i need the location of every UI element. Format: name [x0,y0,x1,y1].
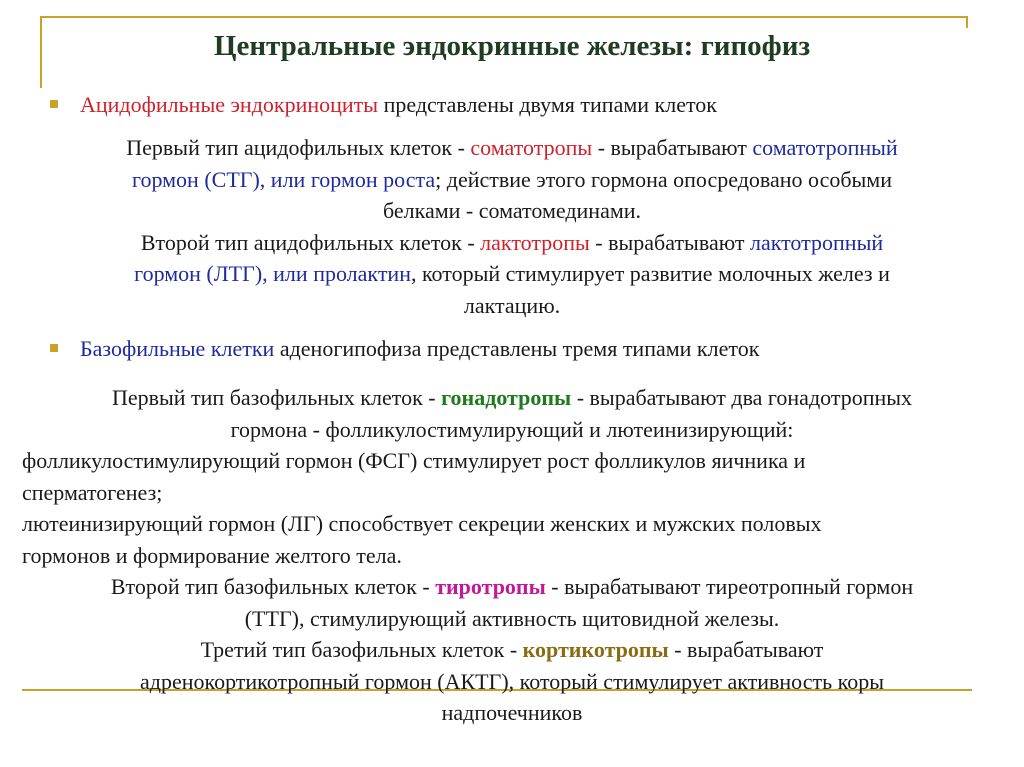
term-stg: гормон (СТГ), или гормон роста [131,166,436,192]
bullet-acidophilic [50,92,717,118]
acido-line-2: гормон (СТГ), или гормон роста; действие этого гормона опосредовано особыми [131,166,893,192]
term-lactotropic: лактотропный [749,229,884,255]
term-somatotropes: соматотропы [470,135,593,160]
baso-line-4: сперматогенез; [22,479,163,505]
term-somatotropic: соматотропный [752,135,898,160]
baso-line-3: фолликулостимулирующий гормон (ФСГ) стимулирует рост фолликулов яичника и [22,448,806,473]
term-gonadotropes: гонадотропы [441,385,572,410]
baso-line-11: надпочечников [441,700,583,725]
baso-line-1: Первый тип базофильных клеток - гонадотропы - вырабатывают два гонадотропных [111,385,913,410]
bullet-square-icon [50,100,58,108]
acido-line-1: Первый тип ацидофильных клеток - соматотропы - вырабатывают соматотропный [126,135,898,160]
bullet-basophilic-text: аденогипофиза представлены тремя типами клеток [274,336,760,361]
acido-line-4: Второй тип ацидофильных клеток - лактотропы - вырабатывают лактотропный [140,229,884,255]
basophilic-paragraph [22,382,1002,729]
baso-line-2: гормона - фолликулостимулирующий и лютеинизирующий: [230,416,794,442]
acido-line-3: белками - соматомединами. [382,198,642,223]
bullet-basophilic [50,336,759,362]
baso-line-6: гормонов и формирование желтого тела. [22,542,402,568]
term-basophilic: Базофильные клетки [80,336,275,361]
bullet-square-icon [50,344,58,352]
frame-top-line [40,16,968,18]
acido-line-5: гормон (ЛТГ), или пролактин, который стимулирует развитие молочных желез и [134,261,890,286]
bullet-acidophilic-text: представлены двумя типами клеток [378,92,717,117]
term-acidophilic: Ацидофильные эндокриноциты [80,92,379,117]
acidophilic-paragraph [22,132,1002,321]
baso-line-9: Третий тип базофильных клеток - кортикотропы - вырабатывают [200,637,824,662]
term-ltg: гормон (ЛТГ), или пролактин [134,261,411,286]
term-thyrotropes: тиротропы [435,574,546,599]
term-corticotropes: кортикотропы [522,637,669,662]
baso-line-10: адренокортикотропный гормон (АКТГ), который стимулирует активность коры [140,668,884,694]
acido-line-6: лактацию. [463,292,561,318]
frame-right-tick [966,16,968,28]
term-lactotropes: лактотропы [480,229,590,255]
baso-line-5: лютеинизирующий гормон (ЛГ) способствует секреции женских и мужских половых [22,511,822,536]
baso-line-8: (ТТГ), стимулирующий активность щитовидной железы. [244,605,780,631]
page-title: Центральные эндокринные железы: гипофиз [213,30,811,62]
baso-line-7: Второй тип базофильных клеток - тиротропы - вырабатывают тиреотропный гормон [110,574,914,599]
